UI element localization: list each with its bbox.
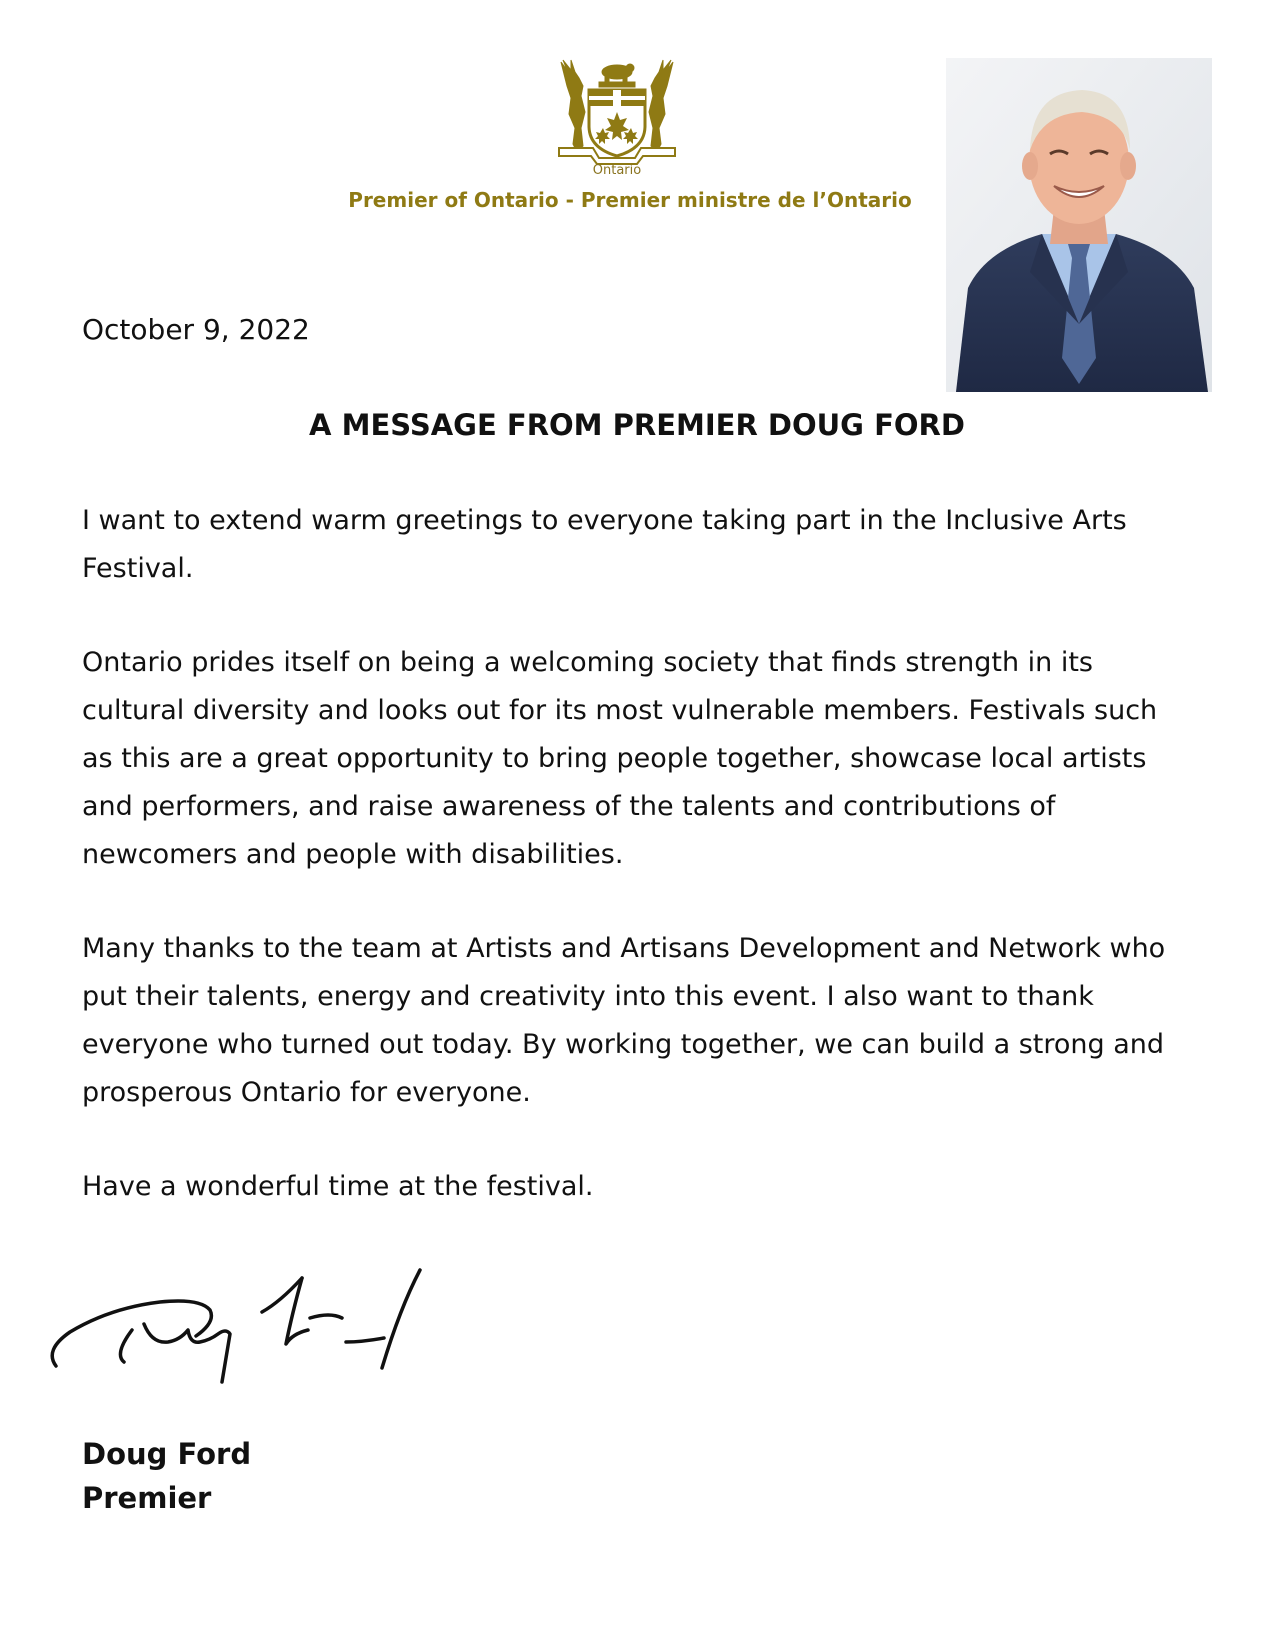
ontario-coat-of-arms-icon [553,56,681,180]
letter-body [82,497,1192,1257]
office-title: Premier of Ontario - Premier ministre de l’Ontario [348,188,912,212]
paragraph-greeting: I want to extend warm greetings to everyone taking part in the Inclusive Arts Festival. [82,505,1127,584]
paragraph-ontario: Ontario prides itself on being a welcoming society that finds strength in its cultural diversity and looks out for its most vulnerable members. Festivals such as this are a great opportunity to bring people together, showcase local artists and performers, and raise awareness of the talents and contributions of newcomers and people with disabilities. [82,647,1158,870]
handwritten-signature-icon [40,1258,440,1388]
letter-date: October 9, 2022 [82,313,310,346]
signer-name: Doug Ford [82,1437,252,1471]
signer-block [82,1432,251,1520]
paragraph-thanks: Many thanks to the team at Artists and Artisans Development and Network who put their talents, energy and creativity into this event. I also want to thank everyone who turned out today. By working together, we can build a strong and prosperous Ontario for everyone. [82,933,1166,1108]
paragraph-closing: Have a wonderful time at the festival. [82,1171,594,1202]
letter-heading: A MESSAGE FROM PREMIER DOUG FORD [309,408,965,442]
signer-title: Premier [82,1481,212,1515]
premier-portrait-photo [946,58,1212,392]
ontario-emblem-label: Ontario [592,163,642,178]
